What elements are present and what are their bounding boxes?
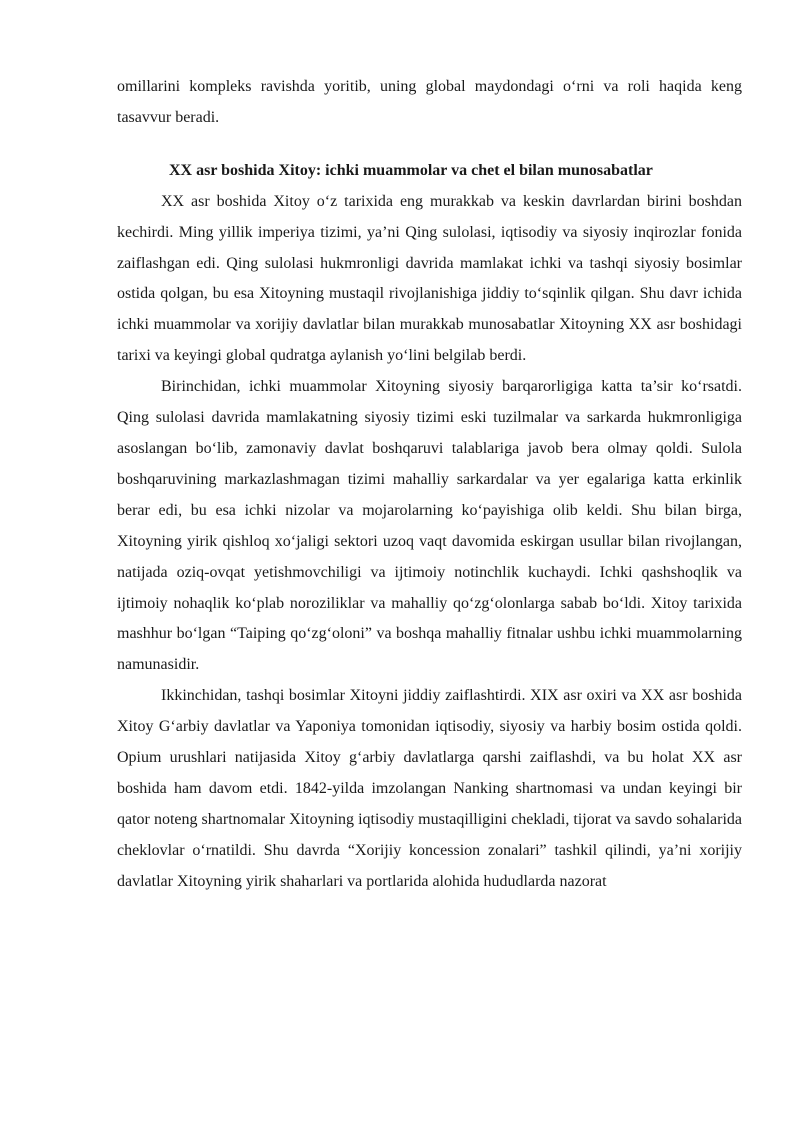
document-body xyxy=(117,72,742,898)
paragraph-2: Birinchidan, ichki muammolar Xitoyning siyosiy barqarorligiga katta ta’sir ko‘rsatdi. Qing sulolasi davrida mamlakatning siyosiy tizimi eski tuzilmalar va sarkarda hukmronligiga asoslangan bo‘lib, zamonaviy davlat boshqaruvi talablariga javob bera olmay qoldi. Sulola boshqaruvining markazlashmagan tizimi mahalliy sarkardalar va yer egalariga katta erkinlik berar edi, bu esa ichki nizolar va mojarolarning ko‘payishiga olib keldi. Shu bilan birga, Xitoyning yirik qishloq xo‘jaligi sektori uzoq vaqt davomida eskirgan usullar bilan rivojlangan, natijada oziq-ovqat yetishmovchiligi va ijtimoiy notinchlik kuchaydi. Ichki qashshoqlik va ijtimoiy nohaqlik ko‘plab noroziliklar va mahalliy qo‘zg‘olonlarga sabab bo‘ldi. Xitoy tarixida mashhur bo‘lgan “Taiping qo‘zg‘oloni” va boshqa mahalliy fitnalar ushbu ichki muammolarning namunasidir. xyxy=(117,378,742,674)
intro-continuation-paragraph: omillarini kompleks ravishda yoritib, uning global maydondagi o‘rni va roli haqida keng tasavvur beradi. xyxy=(117,78,742,126)
paragraph-1: XX asr boshida Xitoy o‘z tarixida eng murakkab va keskin davrlardan birini boshdan kechirdi. Ming yillik imperiya tizimi, ya’ni Qing sulolasi, iqtisodiy va siyosiy inqirozlar fonida zaiflashgan edi. Qing sulolasi hukmronligi davrida mamlakat ichki va tashqi siyosiy bosimlar ostida qolgan, bu esa Xitoyning mustaqil rivojlanishiga jiddiy to‘sqinlik qilgan. Shu davr ichida ichki muammolar va xorijiy davlatlar bilan murakkab munosabatlar Xitoyning XX asr boshidagi tarixi va keyingi global qudratga aylanish yo‘lini belgilab berdi. xyxy=(117,192,742,365)
paragraph-3: Ikkinchidan, tashqi bosimlar Xitoyni jiddiy zaiflashtirdi. XIX asr oxiri va XX asr boshida Xitoy G‘arbiy davlatlar va Yaponiya tomonidan iqtisodiy, siyosiy va harbiy bosim ostida qoldi. Opium urushlari natijasida Xitoy g‘arbiy davlatlarga qarshi zaiflashdi, va bu holat XX asr boshida ham davom etdi. 1842-yilda imzolangan Nanking shartnomasi va undan keyingi bir qator noteng shartnomalar Xitoyning iqtisodiy mustaqilligini chekladi, tijorat va savdo sohalarida cheklovlar o‘rnatildi. Shu davrda “Xorijiy koncession zonalari” tashkil qilindi, ya’ni xorijiy davlatlar Xitoyning yirik shaharlari va portlarida alohida hududlarda nazorat xyxy=(117,687,742,890)
section-heading: XX asr boshida Xitoy: ichki muammolar va chet el bilan munosabatlar xyxy=(169,161,653,179)
